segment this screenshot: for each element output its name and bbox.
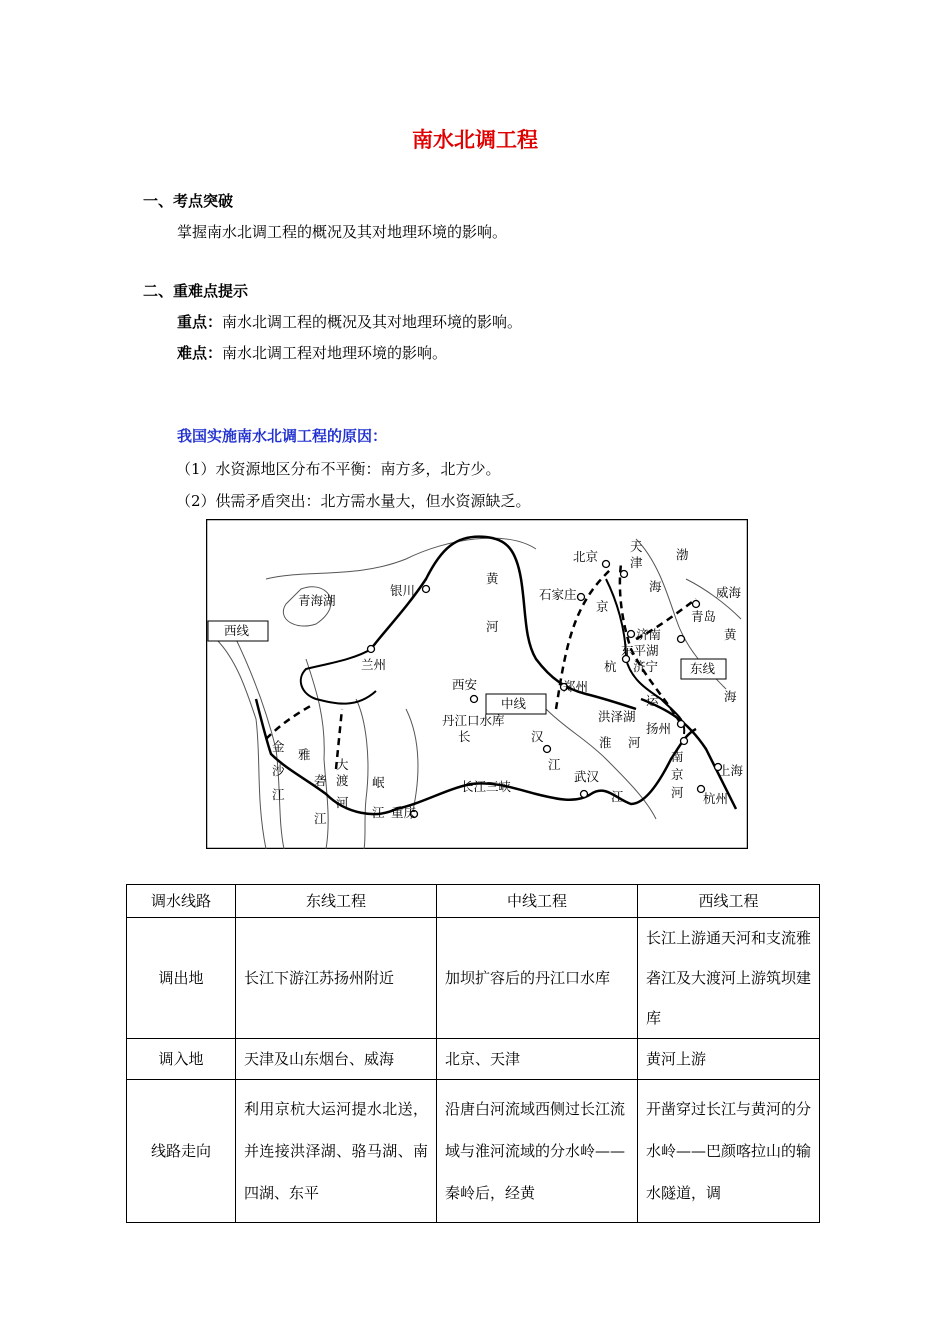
map-label: 淮 (599, 735, 612, 750)
map-label: 天 (630, 539, 643, 554)
map-label: 海 (724, 689, 737, 704)
map-label: 上海 (718, 763, 744, 778)
map-label: 西线 (224, 623, 250, 638)
map-label: 沙 (272, 763, 285, 778)
map-label: 青海湖 (298, 593, 336, 608)
map-label: 济宁 (633, 659, 659, 674)
map-label: 津 (630, 555, 643, 570)
table-row (127, 918, 820, 1039)
map-label: 杭州 (703, 791, 729, 806)
map-label: 河 (671, 785, 684, 800)
table-cell: 开凿穿过长江与黄河的分水岭——巴颜喀拉山的输水隧道，调 (638, 1080, 820, 1223)
table-header: 中线工程 (437, 885, 638, 918)
map-label: 石家庄 (539, 587, 577, 602)
table-cell: 线路走向 (127, 1080, 236, 1223)
difficult-point (177, 342, 447, 363)
map-label: 东线 (690, 661, 716, 676)
map-label: 洪泽湖 (598, 709, 636, 724)
map-label: 西安 (452, 677, 478, 692)
table-row (127, 1080, 820, 1223)
map-label: 中线 (501, 696, 527, 711)
map-label: 金 (272, 739, 285, 754)
map-label: 丹江口水库 (442, 713, 505, 728)
table-header: 西线工程 (638, 885, 820, 918)
map-label: 河 (628, 735, 641, 750)
map-label: 运 (646, 693, 659, 708)
map-label: 汉 (531, 729, 544, 744)
table-cell: 调出地 (127, 918, 236, 1039)
map-label: 江 (548, 757, 561, 772)
map-label: 长 (458, 729, 471, 744)
difficult-point-label: 难点： (177, 344, 223, 362)
map-label: 江 (272, 787, 285, 802)
map-label: 济南 (636, 627, 662, 642)
reason-item: （2）供需矛盾突出：北方需水量大，但水资源缺乏。 (176, 492, 531, 510)
reason-item: （1）水资源地区分布不平衡：南方多，北方少。 (176, 460, 501, 478)
map-label: 砻 (314, 773, 327, 788)
map-label: 兰州 (361, 657, 387, 672)
water-diversion-map (206, 519, 748, 849)
page-title: 南水北调工程 (412, 128, 538, 152)
table-cell: 北京、天津 (437, 1039, 638, 1080)
map-label: 郑州 (563, 679, 589, 694)
map-label: 雅 (298, 747, 311, 762)
section-2-heading: 二、重难点提示 (143, 282, 249, 300)
map-label: 河 (336, 795, 349, 810)
map-label: 扬州 (646, 721, 672, 736)
map-label: 杭 (604, 659, 617, 674)
key-point-text: 南水北调工程的概况及其对地理环境的影响。 (222, 313, 523, 331)
map-label: 长江三峡 (461, 779, 512, 794)
key-point (177, 311, 522, 332)
table-header: 东线工程 (236, 885, 437, 918)
map-label: 青岛 (691, 609, 717, 624)
map-label: 银川 (390, 583, 416, 598)
map-label: 渡 (336, 773, 349, 788)
map-label: 黄 (486, 571, 499, 586)
map-label: 岷 (372, 775, 385, 790)
table-row (127, 1039, 820, 1080)
map-label: 重庆 (391, 805, 417, 820)
map-label: 威海 (716, 585, 742, 600)
diversion-table (126, 884, 820, 1223)
map-label: 海 (649, 579, 662, 594)
map-label: 北京 (573, 549, 599, 564)
table-cell: 天津及山东烟台、威海 (236, 1039, 437, 1080)
key-point-label: 重点： (177, 313, 223, 331)
map-label: 江 (314, 811, 327, 826)
section-1-text: 掌握南水北调工程的概况及其对地理环境的影响。 (177, 223, 508, 241)
table-cell: 利用京杭大运河提水北送，并连接洪泽湖、骆马湖、南四湖、东平 (236, 1080, 437, 1223)
map-label: 渤 (676, 547, 689, 562)
reasons-heading: 我国实施南水北调工程的原因： (177, 427, 388, 445)
table-cell: 加坝扩容后的丹江口水库 (437, 918, 638, 1039)
table-cell: 长江上游通天河和支流雅砻江及大渡河上游筑坝建库 (638, 918, 820, 1039)
table-cell: 沿唐白河流域西侧过长江流域与淮河流域的分水岭——秦岭后，经黄 (437, 1080, 638, 1223)
difficult-point-text: 南水北调工程对地理环境的影响。 (222, 344, 448, 362)
map-label: 江 (611, 789, 624, 804)
table-header-row (127, 885, 820, 918)
table-cell: 长江下游江苏扬州附近 (236, 918, 437, 1039)
map-label: 京 (596, 599, 609, 614)
map-label: 江 (372, 805, 385, 820)
map-label: 南 (671, 749, 684, 764)
table-cell: 黄河上游 (638, 1039, 820, 1080)
table-cell: 调入地 (127, 1039, 236, 1080)
table-header: 调水线路 (127, 885, 236, 918)
map-label: 河 (486, 619, 499, 634)
map-label: 武汉 (574, 769, 600, 784)
map-label: 东平湖 (621, 643, 659, 658)
map-label: 黄 (724, 627, 737, 642)
map-label: 京 (671, 767, 684, 782)
map-label: 大 (336, 757, 349, 772)
section-1-heading: 一、考点突破 (143, 192, 234, 210)
